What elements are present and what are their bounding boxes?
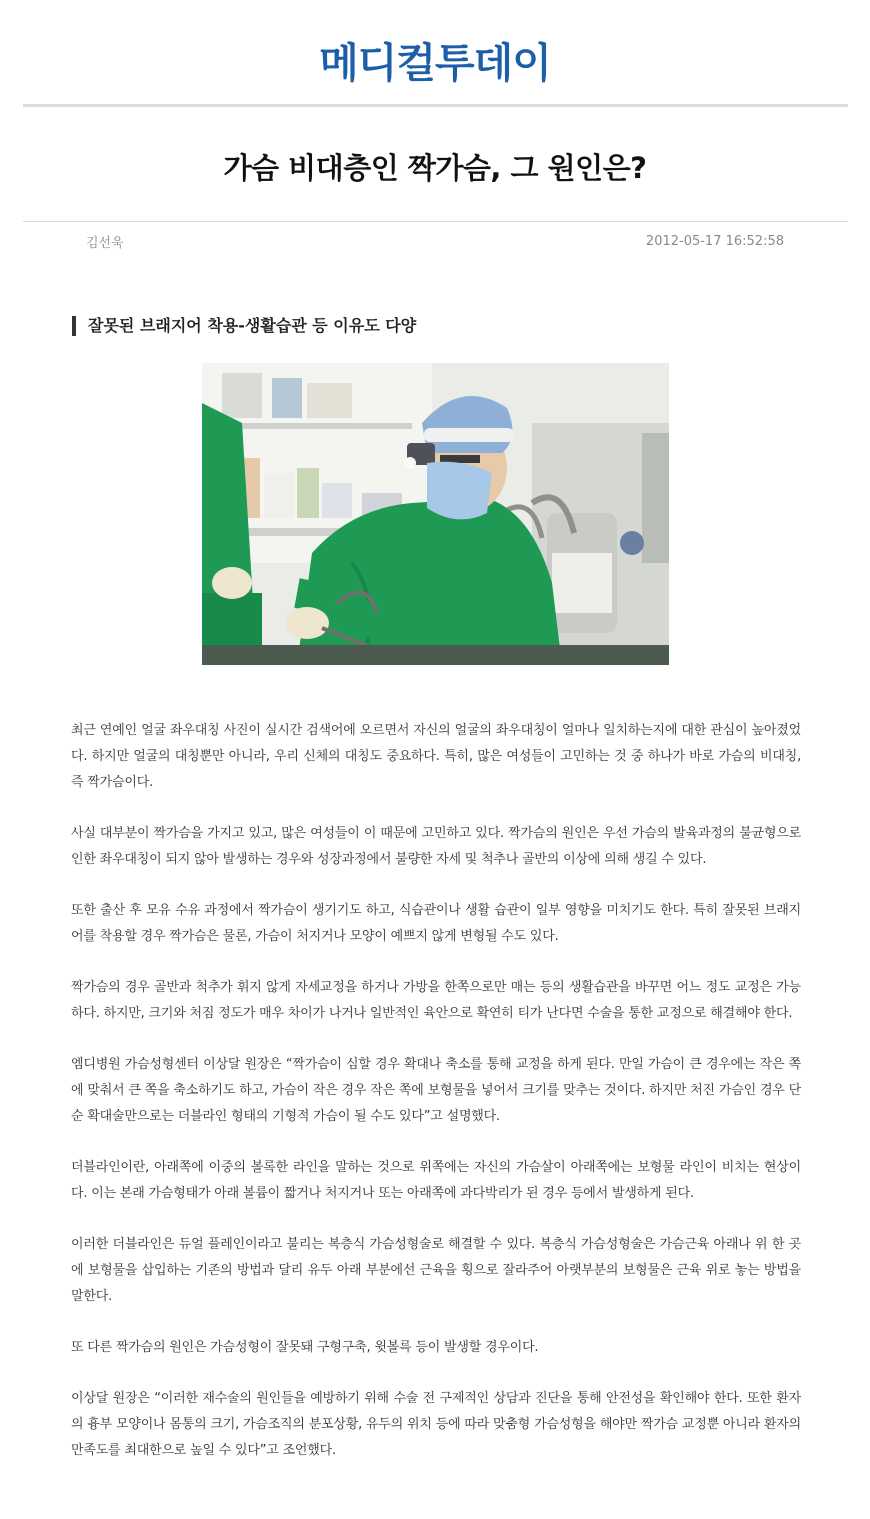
author-name: 김선욱	[86, 236, 124, 251]
article-photo	[202, 363, 669, 665]
article-paragraph: 사실 대부분이 짝가슴을 가지고 있고, 많은 여성들이 이 때문에 고민하고 있다. 짝가슴의 원인은 우선 가슴의 발육과정의 불균형으로 인한 좌우대칭이 되지 않아 발생하는 경우와 성장과정에서 불량한 자세 및 척추나 골반의 이상에 의해 생길 수 있다.	[71, 826, 801, 867]
article-title: 가슴 비대층인 짝가슴, 그 원인은?	[223, 151, 647, 185]
article-body	[71, 718, 801, 1489]
article-paragraph: 이상달 원장은 “이러한 재수술의 원인들을 예방하기 위해 수술 전 구제적인 상담과 진단을 통해 안전성을 확인해야 한다. 또한 환자의 흉부 모양이나 몸통의 크기, 가슴조직의 분포상황, 유두의 위치 등에 따라 맞춤형 가슴성형을 해야만 짝가슴 교정뿐 아니라 환자의 만족도를 최대한으로 높일 수 있다”고 조언했다.	[71, 1391, 801, 1458]
surgery-room-illustration	[202, 363, 669, 665]
article-paragraph: 이러한 더블라인은 듀얼 플레인이라고 불리는 복층식 가슴성형술로 해결할 수 있다. 복층식 가슴성형술은 가슴근육 아래나 위 한 곳에 보형물을 삽입하는 기존의 방법과 달리 유두 아래 부분에선 근육을 횡으로 잘라주어 아랫부분의 보형물은 근육 위로 놓는 방법을 말한다.	[71, 1237, 801, 1304]
article-paragraph: 최근 연예인 얼굴 좌우대칭 사진이 실시간 검색어에 오르면서 자신의 얼굴의 좌우대칭이 얼마나 일치하는지에 대한 관심이 높아졌었다. 하지만 얼굴의 대칭뿐만 아니라, 우리 신체의 대칭도 중요하다. 특히, 많은 여성들이 고민하는 것 중 하나가 바로 가슴의 비대칭, 즉 짝가슴이다.	[71, 723, 801, 790]
header-divider	[23, 104, 848, 107]
article-paragraph: 또한 출산 후 모유 수유 과정에서 짝가슴이 생기기도 하고, 식습관이나 생활 습관이 일부 영향을 미치기도 한다. 특히 잘못된 브래지어를 착용할 경우 짝가슴은 물론, 가슴이 처지거나 모양이 예쁘지 않게 변형될 수도 있다.	[71, 903, 801, 944]
masthead	[0, 0, 870, 104]
article-paragraph: 더블라인이란, 아래쪽에 이중의 볼록한 라인을 말하는 것으로 위쪽에는 자신의 가슴살이 아래쪽에는 보형물 라인이 비치는 현상이다. 이는 본래 가슴형태가 아래 볼륨이 짧거나 처지거나 또는 아래쪽에 과다박리가 된 경우 등에서 발생하게 된다.	[71, 1160, 801, 1201]
article-subheading: 잘못된 브래지어 착용-생활습관 등 이유도 다양	[72, 316, 416, 336]
title-divider	[23, 221, 848, 222]
article-paragraph: 또 다른 짝가슴의 원인은 가슴성형이 잘못돼 구형구축, 윗볼륵 등이 발생할 경우이다.	[71, 1340, 539, 1355]
publish-datetime: 2012-05-17 16:52:58	[645, 234, 784, 249]
article-paragraph: 엠디병원 가슴성형센터 이상달 원장은 “짝가슴이 심할 경우 확대나 축소를 통해 교정을 하게 된다. 만일 가슴이 큰 경우에는 작은 쪽에 맞춰서 큰 쪽을 축소하기도 하고, 가슴이 작은 경우 작은 쪽에 보형물을 넣어서 크기를 맞추는 것이다. 하지만 처진 가슴인 경우 단순 확대술만으로는 더블라인 형태의 기형적 가슴이 될 수도 있다”고 설명했다.	[71, 1057, 801, 1124]
article-paragraph: 짝가슴의 경우 골반과 척추가 휘지 않게 자세교정을 하거나 가방을 한쪽으로만 매는 등의 생활습관을 바꾸면 어느 정도 교정은 가능하다. 하지만, 크기와 처짐 정도가 매우 차이가 나거나 일반적인 육안으로 확연히 티가 난다면 수술을 통한 교정으로 해결해야 한다.	[71, 980, 801, 1021]
site-logo[interactable]: 메디컬투데이	[319, 39, 551, 87]
